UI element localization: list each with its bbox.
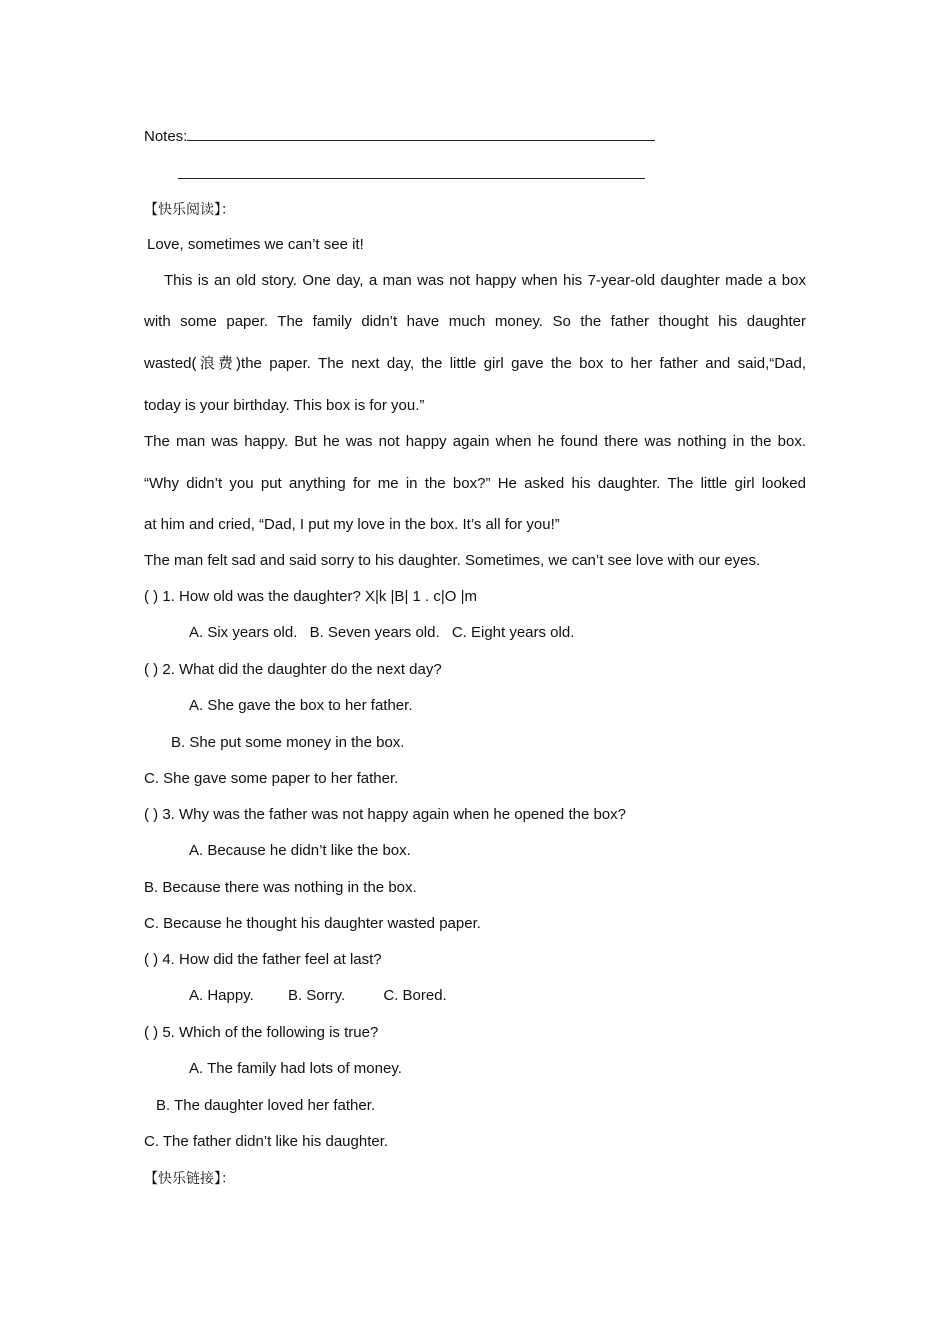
notes-blank-2 [178,164,645,179]
answer-blank-4[interactable]: ( ) [144,951,159,968]
q2-option-a: A. She gave the box to her father. [189,697,413,714]
question-1-text: 1. How old was the daughter? X|k |B| 1 . c|O |m [162,588,477,605]
notes-line [144,126,655,147]
q1-option-b: B. Seven years old. [309,624,440,641]
question-5-text: 5. Which of the following is true? [162,1024,379,1041]
question-4-text: 4. How did the father feel at last? [162,951,382,968]
section-heading-link: 【快乐链接】： [144,1171,235,1187]
q5-option-a: A. The family had lots of money. [189,1060,402,1077]
notes-line-2 [178,164,645,185]
q3-option-a: A. Because he didn’t like the box. [189,842,411,859]
question-5 [144,1023,378,1043]
q1-option-c: C. Eight years old. [451,624,575,641]
question-1 [144,587,477,607]
story-line-7: at him and cried, “Dad, I put my love in the box. It’s all for you!” [144,516,560,533]
notes-blank-1 [187,126,655,141]
section-heading-reading: 【快乐阅读】： [144,202,235,218]
question-1-options [189,623,574,643]
q5-option-c: C. The father didn’t like his daughter. [144,1133,389,1150]
q1-option-a: A. Six years old. [189,624,298,641]
answer-blank-5[interactable]: ( ) [144,1024,159,1041]
answer-blank-3[interactable]: ( ) [144,806,159,823]
story-line-3: wasted(浪费)the paper. The next day, the little girl gave the box to her father and said,“Dad, [144,355,806,372]
story-line-4: today is your birthday. This box is for you.” [144,397,425,414]
question-2-text: 2. What did the daughter do the next day? [162,661,442,678]
q4-option-b: B. Sorry. [287,987,346,1004]
story-line-1: This is an old story. One day, a man was not happy when his 7-year-old daughter made a box [164,272,806,289]
story-line-2: with some paper. The family didn’t have much money. So the father thought his daughter [144,313,806,330]
question-4-options [189,986,447,1006]
story-line-5: The man was happy. But he was not happy again when he found there was nothing in the box. [144,433,806,450]
question-4 [144,950,382,970]
q2-option-b: B. She put some money in the box. [171,734,405,751]
story-line-8: The man felt sad and said sorry to his daughter. Sometimes, we can’t see love with our eyes. [144,552,761,569]
notes-label: Notes: [144,128,188,145]
story-title: Love, sometimes we can’t see it! [147,236,364,253]
story-line-6: “Why didn’t you put anything for me in the box?” He asked his daughter. The little girl looked [144,475,806,492]
q3-option-c: C. Because he thought his daughter wasted paper. [144,915,481,932]
answer-blank-2[interactable]: ( ) [144,661,159,678]
q2-option-c: C. She gave some paper to her father. [144,770,399,787]
q3-option-b: B. Because there was nothing in the box. [144,879,417,896]
answer-blank-1[interactable]: ( ) [144,588,159,605]
question-3 [144,805,626,825]
q5-option-b: B. The daughter loved her father. [156,1097,376,1114]
question-2 [144,660,442,680]
q4-option-a: A. Happy. [189,987,254,1004]
question-3-text: 3. Why was the father was not happy again when he opened the box? [162,806,626,823]
q4-option-c: C. Bored. [383,987,447,1004]
